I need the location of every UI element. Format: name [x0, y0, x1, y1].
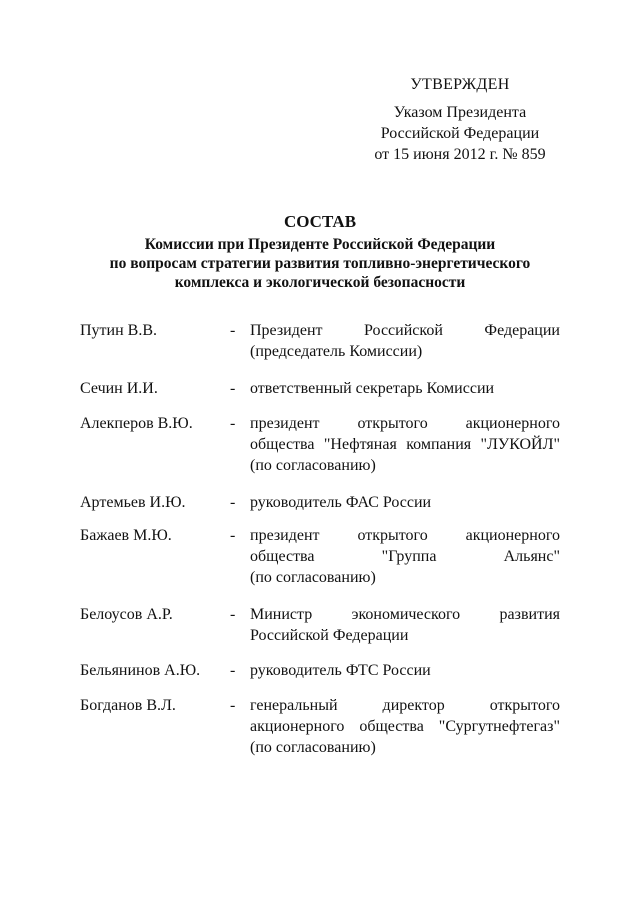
member-name: Бажаев М.Ю.	[80, 527, 172, 544]
approval-line: от 15 июня 2012 г. № 859	[374, 146, 546, 163]
member-role-line: ответственный секретарь Комиссии	[250, 380, 495, 397]
member-role	[250, 660, 560, 681]
member-name: Белоусов А.Р.	[80, 606, 173, 623]
document-title-block	[60, 211, 580, 292]
member-name: Алекперов В.Ю.	[80, 415, 193, 432]
member-role	[250, 378, 560, 399]
member-role-line: (по согласованию)	[250, 739, 376, 756]
member-role-line: общества "Группа Альянс"	[250, 548, 560, 565]
member-dash: -	[230, 697, 236, 714]
member-row	[80, 695, 560, 758]
member-dash: -	[230, 322, 236, 339]
member-role-line: президент открытого акционерного	[250, 527, 560, 544]
member-role	[250, 320, 560, 362]
member-role	[250, 492, 560, 513]
member-name: Бельянинов А.Ю.	[80, 662, 201, 679]
member-role-line: (по согласованию)	[250, 457, 376, 474]
member-name: Артемьев И.Ю.	[80, 494, 186, 511]
member-role-line: руководитель ФТС России	[250, 662, 431, 679]
member-role-line: президент открытого акционерного	[250, 415, 560, 432]
approval-line: Российской Федерации	[380, 125, 540, 142]
member-name: Богданов В.Л.	[80, 697, 176, 714]
document-title: СОСТАВ	[283, 212, 357, 231]
member-role-line: акционерного общества "Сургутнефтегаз"	[250, 718, 560, 735]
document-subtitle-line: комплекса и экологической безопасности	[174, 274, 466, 291]
document-subtitle-line: по вопросам стратегии развития топливно-энергетического	[109, 255, 531, 272]
member-role-line: генеральный директор открытого	[250, 697, 560, 714]
member-role	[250, 413, 560, 476]
member-row	[80, 525, 560, 588]
member-row	[80, 320, 560, 362]
member-role-line: (председатель Комиссии)	[250, 343, 423, 360]
approval-line: Указом Президента	[393, 104, 527, 121]
members-list	[80, 320, 560, 758]
member-row	[80, 378, 560, 399]
approval-heading: УТВЕРЖДЕН	[410, 76, 510, 93]
member-role-line: Министр экономического развития	[250, 606, 560, 623]
member-dash: -	[230, 415, 236, 432]
member-role-line: Российской Федерации	[250, 627, 409, 644]
member-role	[250, 525, 560, 588]
member-dash: -	[230, 494, 236, 511]
member-role-line: руководитель ФАС России	[250, 494, 432, 511]
member-name: Путин В.В.	[80, 322, 158, 339]
member-row	[80, 660, 560, 681]
member-dash: -	[230, 527, 236, 544]
member-row	[80, 413, 560, 476]
approval-stamp	[360, 74, 560, 165]
member-role	[250, 695, 560, 758]
member-row	[80, 492, 560, 513]
member-dash: -	[230, 662, 236, 679]
member-dash: -	[230, 606, 236, 623]
member-role	[250, 604, 560, 646]
member-name: Сечин И.И.	[80, 380, 158, 397]
member-row	[80, 604, 560, 646]
member-dash: -	[230, 380, 236, 397]
member-role-line: Президент Российской Федерации	[250, 322, 560, 339]
member-role-line: (по согласованию)	[250, 569, 376, 586]
member-role-line: общества "Нефтяная компания "ЛУКОЙЛ"	[250, 436, 560, 453]
document-subtitle-line: Комиссии при Президенте Российской Федерации	[144, 236, 496, 253]
